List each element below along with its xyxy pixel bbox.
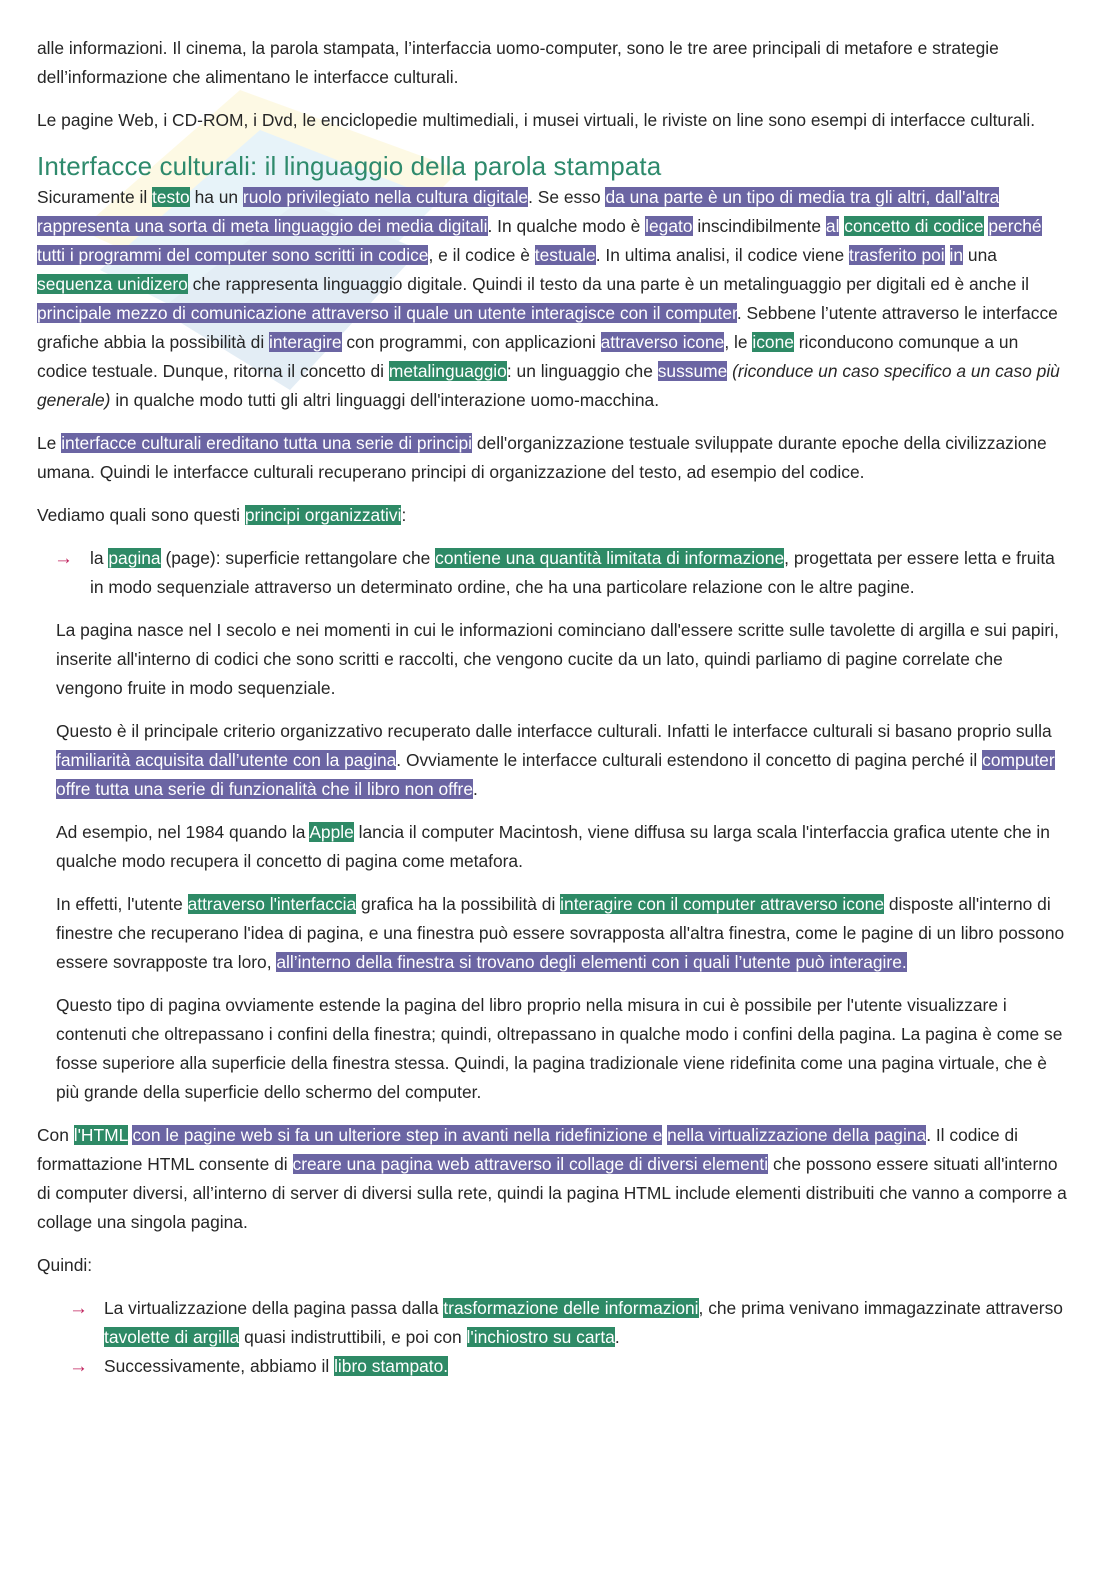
paragraph-html: Con l'HTML con le pagine web si fa un ulteriore step in avanti nella ridefinizione e nella virtualizzazione della pagina. Il codice di formattazione HTML consente di creare una pagina web attraverso il collage di diversi elementi che possono essere situati all'interno di computer diversi, all’interno di server di diversi sulla rete, quindi la pagina HTML include elementi distribuiti che vanno a comporre a collage una singola pagina. [37,1125,1067,1232]
highlight: principi organizzativi [244,505,402,525]
paragraph-interfaccia: In effetti, l'utente attraverso l'interfaccia grafica ha la possibilità di interagire con il computer attraverso icone disposte all'interno di finestre che recuperano l'idea di pagina, e una finestra può essere sovrapposta all'altra finestra, come le pagine di un libro possono essere sovrapposte tra loro, all’interno della finestra si trovano degli elementi con i quali l’utente può interagire. [56,894,1065,972]
paragraph-testo: Sicuramente il testo ha un ruolo privilegiato nella cultura digitale. Se esso da una parte è un tipo di media tra gli altri, dall'altra rappresenta una sorta di meta linguaggio dei media digitali. In qualche modo è legato inscindibilmente al concetto di codice perché tutti i programmi del computer sono scritti in codice, e il codice è testuale. In ultima analisi, il codice viene trasferito poi in una sequenza unidizero che rappresenta linguaggio digitale. Quindi il testo da una parte è un metalinguaggio per digitali ed è anche il principale mezzo di comunicazione attraverso il quale un utente interagisce con il computer. Sebbene l’utente attraverso le interfacce grafiche abbia la possibilità di interagire con programmi, con applicazioni attraverso icone, le icone riconducono comunque a un codice testuale. Dunque, ritorna il concetto di metalinguaggio: un linguaggio che sussume (riconduce un caso specifico a un caso più generale) in qualche modo tutti gli altri linguaggi dell'interazione uomo-macchina. [37,187,1060,410]
paragraph-pagina-nasce: La pagina nasce nel I secolo e nei momenti in cui le informazioni cominciano dall'essere scritte sulle tavolette di argilla e sui papiri, inserite all'interno di codici che sono scritti e raccolti, che vengono cucite da un lato, quindi parliamo di pagine correlate che vengono fruite in modo sequenziale. [56,620,1059,698]
arrow-right-icon: → [54,548,73,569]
highlight: familiarità acquisita dall’utente con la pagina [56,750,397,770]
highlight: trasformazione delle informazioni [443,1298,699,1318]
highlight: metalinguaggio [388,361,507,381]
highlight: icone [752,332,794,352]
highlight: principale mezzo di comunicazione attraverso il quale un utente interagisce con il computer [37,303,737,323]
highlight: libro stampato. [334,1356,449,1376]
paragraph-intro-2: Le pagine Web, i CD-ROM, i Dvd, le enciclopedie multimediali, i musei virtuali, le riviste on line sono esempi di interfacce culturali. [37,110,1036,130]
highlight: testuale [534,245,596,265]
highlight: l'HTML [73,1125,128,1145]
highlight: perché tutti i programmi del computer sono scritti in codice [37,216,1042,265]
highlight: tavolette di argilla [104,1327,240,1347]
paragraph-principi: Le interfacce culturali ereditano tutta una serie di principi dell'organizzazione testuale sviluppate durante epoche della civilizzazione umana. Quindi le interfacce culturali recuperano principi di organizzazione del testo, ad esempio del codice. [37,433,1047,482]
highlight: sussume [657,361,728,381]
list-item: → la pagina (page): superficie rettangolare che contiene una quantità limitata di informazione, progettata per essere letta e fruita in modo sequenziale attraverso un determinato ordine, che ha una particolare relazione con le altre pagine. [37,544,1073,602]
highlight: sequenza unidizero [37,274,188,294]
highlight: pagina [108,548,161,568]
highlight: da una parte è un tipo di media tra gli altri, dall'altra rappresenta una sorta di meta linguaggio dei media digitali [37,187,1000,236]
arrow-right-icon: → [69,1298,88,1319]
paragraph-intro-1: alle informazioni. Il cinema, la parola stampata, l’interfaccia uomo-computer, sono le tre aree principali di metafore e strategie dell’informazione che alimentano le interfacce culturali. [37,38,999,87]
arrow-right-icon: → [69,1356,88,1377]
highlight: testo [152,187,190,207]
highlight: al [825,216,840,236]
highlight: concetto di codice [844,216,984,236]
arrow-list-2 [37,1294,1073,1381]
highlight: interagire [269,332,342,352]
highlight: interfacce culturali ereditano tutta una serie di principi [61,433,473,453]
list-item: → Successivamente, abbiamo il libro stampato. [37,1352,1073,1381]
paragraph-criterio: Questo è il principale criterio organizzativo recuperato dalle interfacce culturali. Infatti le interfacce culturali si basano proprio sulla familiarità acquisita dall’utente con la pagina. Ovviamente le interfacce culturali estendono il concetto di pagina perché il computer offre tutta una serie di funzionalità che il libro non offre. [56,721,1055,799]
highlight: attraverso l'interfaccia [187,894,357,914]
arrow-list-1 [37,544,1073,602]
highlight: creare una pagina web attraverso il collage di diversi elementi [292,1154,769,1174]
italic-note: (riconduce un caso specifico a un caso più generale) [37,361,1060,410]
paragraph-pagina-virtuale: Questo tipo di pagina ovviamente estende la pagina del libro proprio nella misura in cui è possibile per l'utente visualizzare i contenuti che oltrepassano i confini della finestra; quindi, oltrepassano in qualche modo i confini della pagina. La pagina è come se fosse superiore alla superficie della finestra stessa. Quindi, la pagina tradizionale viene ridefinita come una pagina virtuale, che è più grande della superficie dello schermo del computer. [56,995,1063,1102]
paragraph-vediamo: Vediamo quali sono questi principi organizzativi: [37,505,407,525]
highlight: computer offre tutta una serie di funzionalità che il libro non offre [56,750,1055,799]
paragraph-apple: Ad esempio, nel 1984 quando la Apple lancia il computer Macintosh, viene diffusa su larga scala l'interfaccia grafica utente che in qualche modo recupera il concetto di pagina come metafora. [56,822,1050,871]
paragraph-quindi: Quindi: [37,1255,93,1275]
highlight: nella virtualizzazione della pagina [667,1125,927,1145]
list-item: → La virtualizzazione della pagina passa dalla trasformazione delle informazioni, che prima venivano immagazzinate attraverso tavolette di argilla quasi indistruttibili, e poi con l'inchiostro su carta. [37,1294,1073,1352]
highlight: trasferito poi [848,245,945,265]
highlight: l'inchiostro su carta [466,1327,615,1347]
highlight: contiene una quantità limitata di informazione [435,548,785,568]
highlight: in [949,245,964,265]
highlight: legato [645,216,693,236]
section-heading: Interfacce culturali: il linguaggio della parola stampata [37,151,662,181]
highlight: attraverso icone [600,332,725,352]
highlight: con le pagine web si fa un ulteriore step in avanti nella ridefinizione e [132,1125,663,1145]
highlight: interagire con il computer attraverso icone [560,894,884,914]
document-page [37,34,1073,1395]
highlight: all’interno della finestra si trovano degli elementi con i quali l’utente può interagire. [276,952,907,972]
highlight: Apple [309,822,354,842]
highlight: ruolo privilegiato nella cultura digitale [242,187,529,207]
